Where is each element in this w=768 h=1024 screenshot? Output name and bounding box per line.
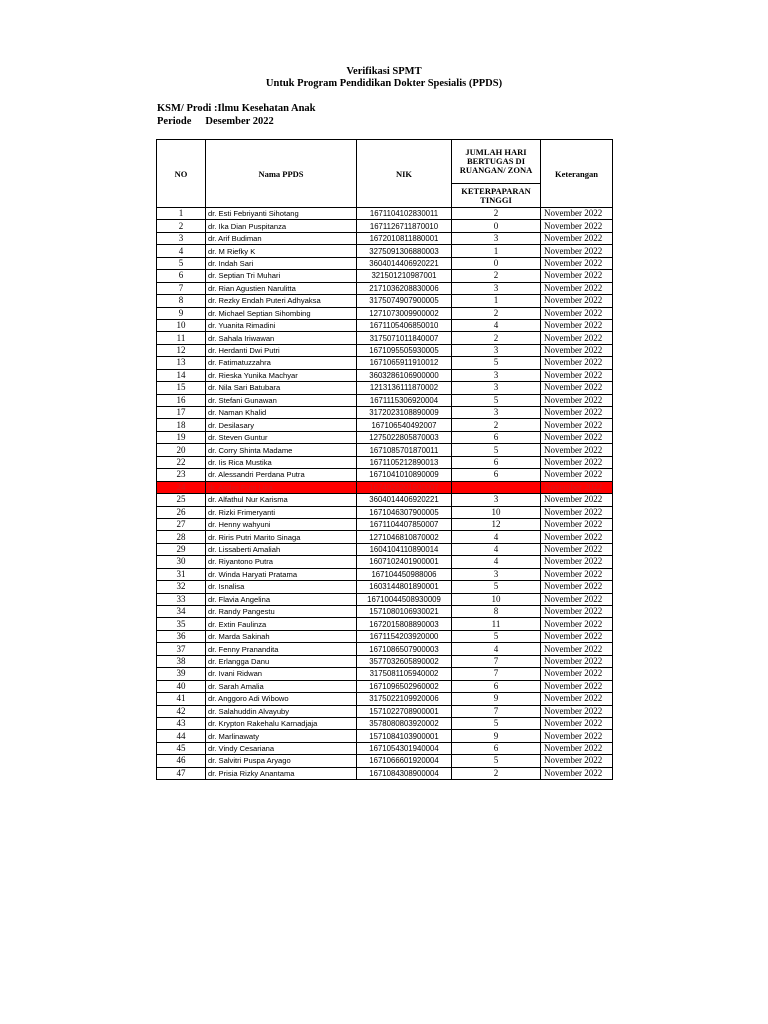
cell-nik: 3175074907900005: [357, 295, 452, 307]
cell-no: 10: [157, 319, 206, 331]
cell-jumlah: 6: [452, 431, 541, 443]
cell-no: 11: [157, 332, 206, 344]
table-row: [157, 494, 613, 506]
cell-nama: dr. Lissaberti Amaliah: [206, 543, 357, 555]
cell-no: 7: [157, 282, 206, 294]
cell-nik: 3275091306880003: [357, 245, 452, 257]
cell-no: 40: [157, 680, 206, 692]
cell-keterangan: November 2022: [541, 705, 613, 717]
cell-keterangan: November 2022: [541, 332, 613, 344]
cell-no: 16: [157, 394, 206, 406]
cell-nik: 1271073009900002: [357, 307, 452, 319]
cell-nik: 1671066601920004: [357, 755, 452, 767]
cell-no: 47: [157, 767, 206, 779]
cell-nama: dr. Ivani Ridwan: [206, 668, 357, 680]
cell-keterangan: November 2022: [541, 568, 613, 580]
table-row: [157, 518, 613, 530]
cell-nik: 1671054301940004: [357, 742, 452, 754]
cell-jumlah: 10: [452, 593, 541, 605]
cell-no: 34: [157, 606, 206, 618]
cell-nik: 1604104110890014: [357, 543, 452, 555]
cell-nik: 1671065911910012: [357, 357, 452, 369]
cell-nik: 1571080106930021: [357, 606, 452, 618]
table-row: [157, 232, 613, 244]
cell-jumlah: 5: [452, 394, 541, 406]
table-row: [157, 543, 613, 555]
cell-nama: dr. Arif Budiman: [206, 232, 357, 244]
cell-jumlah: 1: [452, 245, 541, 257]
cell-nik: 3578080803920002: [357, 717, 452, 729]
cell-nik: 321501210987001: [357, 270, 452, 282]
cell-keterangan: November 2022: [541, 257, 613, 269]
cell-nik: 3175081105940002: [357, 668, 452, 680]
table-row: [157, 419, 613, 431]
cell-nik: 1671095505930005: [357, 344, 452, 356]
table-row: [157, 581, 613, 593]
cell-keterangan: November 2022: [541, 270, 613, 282]
cell-nik: 1672010811880001: [357, 232, 452, 244]
cell-nama: dr. Andwi Putri Lika: [206, 481, 357, 493]
cell-jumlah: 2: [452, 767, 541, 779]
cell-jumlah: 5: [452, 755, 541, 767]
table-row: [157, 282, 613, 294]
cell-nama: dr. Septian Tri Muhari: [206, 270, 357, 282]
cell-keterangan: November 2022: [541, 456, 613, 468]
cell-nama: dr. Desilasary: [206, 419, 357, 431]
cell-no: 5: [157, 257, 206, 269]
table-row: [157, 606, 613, 618]
cell-jumlah: 1: [452, 295, 541, 307]
cell-nik: 1674026201900007: [357, 481, 452, 493]
cell-keterangan: November 2022: [541, 655, 613, 667]
cell-jumlah: -: [452, 481, 541, 493]
cell-no: 45: [157, 742, 206, 754]
ksm-prodi-line: [157, 103, 316, 114]
table-row: [157, 407, 613, 419]
cell-nama: dr. Extin Faulinza: [206, 618, 357, 630]
cell-nik: 1607102401900001: [357, 556, 452, 568]
cell-nama: dr. Prisia Rizky Anantama: [206, 767, 357, 779]
cell-nama: dr. Nila Sari Batubara: [206, 382, 357, 394]
cell-jumlah: 6: [452, 469, 541, 481]
cell-jumlah: 4: [452, 543, 541, 555]
cell-no: 31: [157, 568, 206, 580]
cell-nama: dr. Vindy Cesariana: [206, 742, 357, 754]
table-row: [157, 705, 613, 717]
cell-no: 46: [157, 755, 206, 767]
cell-jumlah: 3: [452, 282, 541, 294]
cell-jumlah: 5: [452, 581, 541, 593]
cell-nik: 1671105406850010: [357, 319, 452, 331]
cell-no: 43: [157, 717, 206, 729]
cell-nama: dr. Rizki Frimeryanti: [206, 506, 357, 518]
cell-nik: 3604014406920221: [357, 257, 452, 269]
cell-nik: 3175022109920006: [357, 693, 452, 705]
verification-table: [156, 139, 613, 780]
periode-line: [157, 116, 274, 127]
cell-no: 19: [157, 431, 206, 443]
cell-jumlah: 2: [452, 208, 541, 220]
cell-no: 30: [157, 556, 206, 568]
cell-nama: dr. Rezky Endah Puteri Adhyaksa: [206, 295, 357, 307]
cell-nama: dr. Rian Agustien Narulitta: [206, 282, 357, 294]
cell-keterangan: November 2022: [541, 245, 613, 257]
table-row: [157, 655, 613, 667]
cell-nama: dr. Riyantono Putra: [206, 556, 357, 568]
table-row: [157, 357, 613, 369]
periode-label: Periode: [157, 116, 192, 127]
cell-jumlah: 8: [452, 606, 541, 618]
cell-keterangan: November 2022: [541, 282, 613, 294]
cell-keterangan: November 2022: [541, 357, 613, 369]
cell-nama: dr. Henny wahyuni: [206, 518, 357, 530]
cell-keterangan: November 2022: [541, 606, 613, 618]
table-row: [157, 469, 613, 481]
cell-keterangan: November 2022: [541, 481, 613, 493]
cell-jumlah: 12: [452, 518, 541, 530]
cell-jumlah: 6: [452, 742, 541, 754]
cell-jumlah: 3: [452, 494, 541, 506]
cell-keterangan: November 2022: [541, 630, 613, 642]
cell-nik: 1213136111870002: [357, 382, 452, 394]
cell-keterangan: November 2022: [541, 319, 613, 331]
cell-nama: dr. Stefani Gunawan: [206, 394, 357, 406]
col-header-jumlah: JUMLAH HARI BERTUGAS DI RUANGAN/ ZONA: [452, 140, 541, 184]
cell-keterangan: November 2022: [541, 208, 613, 220]
table-row: [157, 593, 613, 605]
cell-no: 15: [157, 382, 206, 394]
cell-jumlah: 0: [452, 220, 541, 232]
cell-nik: 1275022805870003: [357, 431, 452, 443]
cell-no: 27: [157, 518, 206, 530]
cell-nama: dr. Esti Febriyanti Sihotang: [206, 208, 357, 220]
table-row: [157, 307, 613, 319]
table-row: [157, 270, 613, 282]
cell-no: 28: [157, 531, 206, 543]
cell-nik: 1671154203920000: [357, 630, 452, 642]
cell-nik: 1571022708900001: [357, 705, 452, 717]
cell-nik: 167106540492007: [357, 419, 452, 431]
cell-no: 25: [157, 494, 206, 506]
table-row: [157, 618, 613, 630]
table-row: [157, 531, 613, 543]
cell-keterangan: November 2022: [541, 220, 613, 232]
cell-nama: dr. Naman Khalid: [206, 407, 357, 419]
cell-nama: dr. Alessandri Perdana Putra: [206, 469, 357, 481]
cell-nama: dr. Anggoro Adi Wibowo: [206, 693, 357, 705]
cell-nik: 1671105212890013: [357, 456, 452, 468]
cell-nik: 1571084103900001: [357, 730, 452, 742]
cell-jumlah: 3: [452, 369, 541, 381]
cell-nama: dr. Indah Sari: [206, 257, 357, 269]
cell-nik: 16710044508930009: [357, 593, 452, 605]
cell-nama: dr. M Riefky K: [206, 245, 357, 257]
table-row: [157, 755, 613, 767]
cell-nik: 3577032605890002: [357, 655, 452, 667]
table-row: [157, 394, 613, 406]
cell-nik: 3603286106900000: [357, 369, 452, 381]
cell-jumlah: 7: [452, 705, 541, 717]
table-row: [157, 245, 613, 257]
cell-jumlah: 5: [452, 357, 541, 369]
table-row: [157, 630, 613, 642]
cell-keterangan: November 2022: [541, 593, 613, 605]
table-body: [157, 208, 613, 780]
cell-nama: dr. Krypton Rakehalu Karnadjaja: [206, 717, 357, 729]
cell-no: 26: [157, 506, 206, 518]
cell-jumlah: 2: [452, 307, 541, 319]
cell-no: 44: [157, 730, 206, 742]
cell-jumlah: 3: [452, 232, 541, 244]
cell-no: 14: [157, 369, 206, 381]
cell-nama: dr. Sarah Amalia: [206, 680, 357, 692]
cell-no: 24: [157, 481, 206, 493]
cell-jumlah: 3: [452, 382, 541, 394]
cell-keterangan: November 2022: [541, 469, 613, 481]
cell-no: 20: [157, 444, 206, 456]
cell-nama: dr. Alfathul Nur Karisma: [206, 494, 357, 506]
cell-nama: dr. Marlinawaty: [206, 730, 357, 742]
cell-nama: dr. Flavia Angelina: [206, 593, 357, 605]
cell-keterangan: November 2022: [541, 369, 613, 381]
cell-nik: 1671041010890009: [357, 469, 452, 481]
cell-keterangan: November 2022: [541, 407, 613, 419]
table-row: [157, 506, 613, 518]
cell-keterangan: November 2022: [541, 444, 613, 456]
cell-keterangan: November 2022: [541, 394, 613, 406]
cell-nama: dr. Randy Pangestu: [206, 606, 357, 618]
cell-no: 9: [157, 307, 206, 319]
table-row: [157, 382, 613, 394]
table-row: [157, 568, 613, 580]
cell-keterangan: November 2022: [541, 755, 613, 767]
table-row: [157, 220, 613, 232]
cell-nik: 3175071011840007: [357, 332, 452, 344]
cell-keterangan: November 2022: [541, 730, 613, 742]
cell-no: 4: [157, 245, 206, 257]
cell-nama: dr. Ika Dian Puspitanza: [206, 220, 357, 232]
cell-nik: 1672015808890003: [357, 618, 452, 630]
cell-nama: dr. Steven Guntur: [206, 431, 357, 443]
cell-no: 37: [157, 643, 206, 655]
cell-jumlah: 3: [452, 407, 541, 419]
cell-no: 13: [157, 357, 206, 369]
table-row: [157, 257, 613, 269]
table-row: [157, 730, 613, 742]
cell-no: 12: [157, 344, 206, 356]
cell-nik: 1671086507900003: [357, 643, 452, 655]
cell-nama: dr. Isnalisa: [206, 581, 357, 593]
cell-nama: dr. Sahala Iriwawan: [206, 332, 357, 344]
cell-keterangan: November 2022: [541, 767, 613, 779]
cell-jumlah: 6: [452, 456, 541, 468]
cell-no: 38: [157, 655, 206, 667]
cell-nik: 1671104102830011: [357, 208, 452, 220]
table-row: [157, 668, 613, 680]
cell-nik: 1671126711870010: [357, 220, 452, 232]
cell-keterangan: November 2022: [541, 232, 613, 244]
table-row: [157, 643, 613, 655]
cell-nama: dr. Riris Putri Marito Sinaga: [206, 531, 357, 543]
table-row: [157, 319, 613, 331]
table-row: [157, 693, 613, 705]
col-header-keterpaparan: KETERPAPARAN TINGGI: [452, 184, 541, 208]
cell-no: 36: [157, 630, 206, 642]
col-header-nik: NIK: [357, 140, 452, 208]
cell-no: 2: [157, 220, 206, 232]
table-row: [157, 344, 613, 356]
table-row: [157, 369, 613, 381]
cell-no: 17: [157, 407, 206, 419]
cell-nik: 1671085701870011: [357, 444, 452, 456]
cell-no: 32: [157, 581, 206, 593]
table-row: [157, 742, 613, 754]
cell-no: 35: [157, 618, 206, 630]
cell-nik: 1671046307900005: [357, 506, 452, 518]
cell-keterangan: November 2022: [541, 295, 613, 307]
cell-jumlah: 0: [452, 257, 541, 269]
cell-no: 6: [157, 270, 206, 282]
table-row: [157, 680, 613, 692]
cell-keterangan: November 2022: [541, 419, 613, 431]
cell-jumlah: 9: [452, 693, 541, 705]
cell-jumlah: 4: [452, 643, 541, 655]
cell-jumlah: 5: [452, 630, 541, 642]
cell-jumlah: 5: [452, 717, 541, 729]
cell-no: 23: [157, 469, 206, 481]
table-row: [157, 767, 613, 779]
cell-nama: dr. Yuanita Rimadini: [206, 319, 357, 331]
cell-jumlah: 3: [452, 344, 541, 356]
cell-no: 42: [157, 705, 206, 717]
cell-keterangan: November 2022: [541, 668, 613, 680]
cell-no: 8: [157, 295, 206, 307]
cell-no: 18: [157, 419, 206, 431]
cell-no: 39: [157, 668, 206, 680]
cell-jumlah: 3: [452, 568, 541, 580]
cell-jumlah: 7: [452, 655, 541, 667]
cell-keterangan: November 2022: [541, 742, 613, 754]
cell-nama: dr. Rieska Yunika Machyar: [206, 369, 357, 381]
table-row: [157, 208, 613, 220]
cell-keterangan: November 2022: [541, 307, 613, 319]
cell-keterangan: November 2022: [541, 693, 613, 705]
cell-jumlah: 5: [452, 444, 541, 456]
cell-nik: 1603144801890001: [357, 581, 452, 593]
cell-nik: 1671104407850007: [357, 518, 452, 530]
cell-jumlah: 4: [452, 319, 541, 331]
cell-nama: dr. Fenny Pranandita: [206, 643, 357, 655]
col-header-keterangan: Keterangan: [541, 140, 613, 208]
cell-no: 33: [157, 593, 206, 605]
cell-nik: 1671084308900004: [357, 767, 452, 779]
cell-keterangan: November 2022: [541, 382, 613, 394]
cell-no: 22: [157, 456, 206, 468]
col-header-nama: Nama PPDS: [206, 140, 357, 208]
cell-jumlah: 4: [452, 531, 541, 543]
cell-nama: dr. Corry Shinta Madame: [206, 444, 357, 456]
cell-nik: 1671115306920004: [357, 394, 452, 406]
cell-nama: dr. Erlangga Danu: [206, 655, 357, 667]
cell-jumlah: 6: [452, 680, 541, 692]
table-header-row: [157, 140, 613, 184]
cell-nik: 1271046810870002: [357, 531, 452, 543]
cell-nama: dr. Fatimatuzzahra: [206, 357, 357, 369]
cell-keterangan: November 2022: [541, 344, 613, 356]
table-row: [157, 481, 613, 493]
cell-keterangan: November 2022: [541, 556, 613, 568]
cell-jumlah: 2: [452, 270, 541, 282]
cell-keterangan: November 2022: [541, 494, 613, 506]
document-title: Verifikasi SPMT: [346, 66, 422, 77]
cell-jumlah: 2: [452, 419, 541, 431]
table-row: [157, 332, 613, 344]
table-row: [157, 556, 613, 568]
cell-keterangan: November 2022: [541, 543, 613, 555]
cell-keterangan: November 2022: [541, 643, 613, 655]
cell-jumlah: 11: [452, 618, 541, 630]
cell-nik: 2171036208830006: [357, 282, 452, 294]
cell-no: 1: [157, 208, 206, 220]
ksm-prodi-label: KSM/ Prodi :: [157, 103, 218, 114]
cell-keterangan: November 2022: [541, 581, 613, 593]
cell-nik: 3604014406920221: [357, 494, 452, 506]
cell-keterangan: November 2022: [541, 618, 613, 630]
table-row: [157, 431, 613, 443]
cell-no: 3: [157, 232, 206, 244]
cell-nama: dr. Michael Septian Sihombing: [206, 307, 357, 319]
cell-keterangan: November 2022: [541, 680, 613, 692]
periode-value: Desember 2022: [205, 116, 274, 127]
cell-nama: dr. Marda Sakinah: [206, 630, 357, 642]
cell-nik: 1671096502960002: [357, 680, 452, 692]
ksm-prodi-value: Ilmu Kesehatan Anak: [217, 103, 316, 114]
cell-nik: 3172023108890009: [357, 407, 452, 419]
cell-nik: 167104450988006: [357, 568, 452, 580]
table-row: [157, 295, 613, 307]
col-header-no: NO: [157, 140, 206, 208]
cell-nama: dr. Iis Rica Mustika: [206, 456, 357, 468]
cell-jumlah: 10: [452, 506, 541, 518]
cell-keterangan: November 2022: [541, 717, 613, 729]
table-row: [157, 444, 613, 456]
cell-no: 29: [157, 543, 206, 555]
cell-nama: dr. Winda Haryati Pratama: [206, 568, 357, 580]
table-row: [157, 456, 613, 468]
cell-jumlah: 4: [452, 556, 541, 568]
cell-jumlah: 9: [452, 730, 541, 742]
cell-nama: dr. Herdanti Dwi Putri: [206, 344, 357, 356]
cell-keterangan: November 2022: [541, 518, 613, 530]
cell-nama: dr. Salvitri Puspa Aryago: [206, 755, 357, 767]
cell-no: 41: [157, 693, 206, 705]
cell-keterangan: November 2022: [541, 431, 613, 443]
cell-jumlah: 7: [452, 668, 541, 680]
cell-nama: dr. Salahuddin Alvayuby: [206, 705, 357, 717]
table-row: [157, 717, 613, 729]
cell-jumlah: 2: [452, 332, 541, 344]
cell-keterangan: November 2022: [541, 506, 613, 518]
cell-keterangan: November 2022: [541, 531, 613, 543]
document-subtitle: Untuk Program Pendidikan Dokter Spesialis (PPDS): [265, 78, 503, 89]
